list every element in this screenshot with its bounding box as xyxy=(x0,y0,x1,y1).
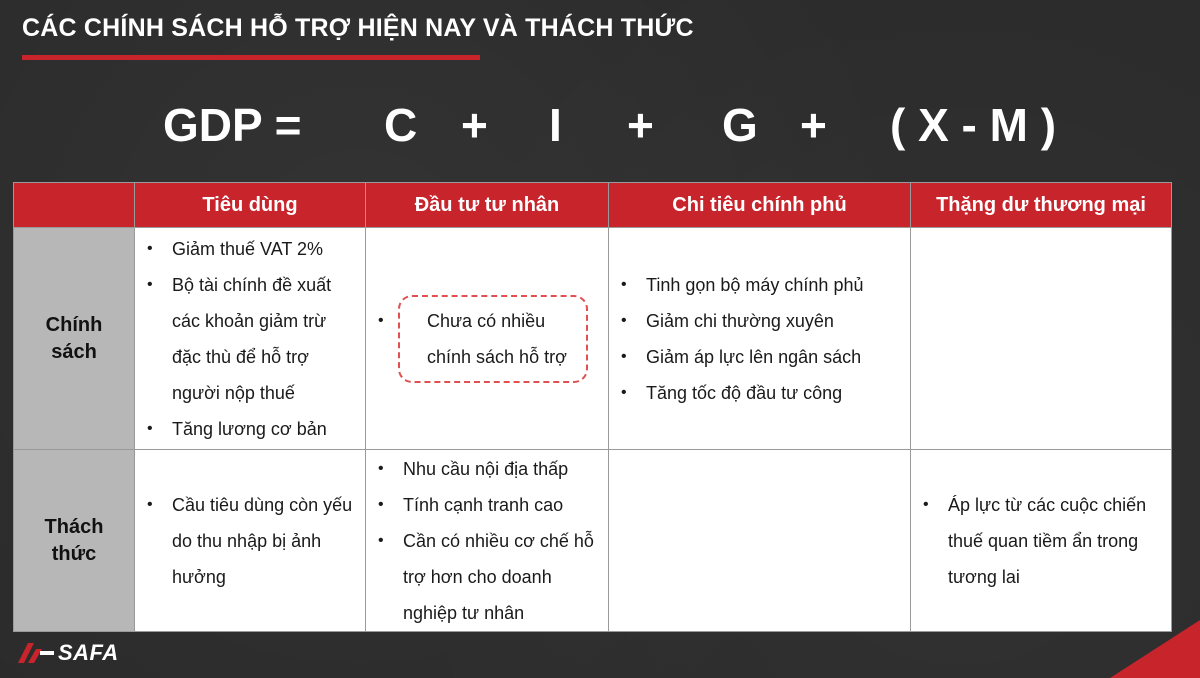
gdp-formula xyxy=(0,98,1200,158)
list-item: • Nhu cầu nội địa thấp xyxy=(370,451,598,487)
bullet-list xyxy=(400,303,586,375)
cell-challenges-government-spending xyxy=(609,450,911,632)
list-item: • Giảm áp lực lên ngân sách xyxy=(613,339,900,375)
row-label-policies-line1: Chính xyxy=(45,313,103,336)
list-item: • Tăng lương cơ bản xyxy=(139,411,355,447)
bullet-list xyxy=(370,451,598,631)
row-label-challenges xyxy=(14,450,135,632)
safa-logo-icon xyxy=(16,641,56,665)
header-trade-surplus: Thặng dư thương mại xyxy=(911,183,1172,228)
formula-plus-2: + xyxy=(627,99,654,151)
cell-challenges-trade-surplus xyxy=(911,450,1172,632)
bullet-list xyxy=(139,231,355,447)
cell-policies-government-spending xyxy=(609,228,911,450)
list-item: • Tính cạnh tranh cao xyxy=(370,487,598,523)
list-item: • Giảm chi thường xuyên xyxy=(613,303,900,339)
bullet-list xyxy=(613,267,900,411)
cell-challenges-private-investment xyxy=(366,450,609,632)
list-item: • Giảm thuế VAT 2% xyxy=(139,231,355,267)
row-label-policies-line2: sách xyxy=(51,340,97,363)
corner-accent xyxy=(1110,620,1200,678)
list-item: • Tinh gọn bộ máy chính phủ xyxy=(613,267,900,303)
formula-g: G xyxy=(722,99,758,151)
cell-challenges-consumption xyxy=(135,450,366,632)
formula-plus-1: + xyxy=(461,99,488,151)
bullet-list xyxy=(139,487,355,595)
policy-table xyxy=(13,182,1172,632)
table-row-challenges xyxy=(14,450,1172,632)
formula-net-exports: ( X - M ) xyxy=(890,99,1057,151)
list-item: • Cầu tiêu dùng còn yếu do thu nhập bị ảnh hưởng xyxy=(139,487,355,595)
formula-i: I xyxy=(549,99,562,151)
row-label-challenges-line2: thức xyxy=(51,542,97,565)
formula-c: C xyxy=(384,99,418,151)
cell-policies-trade-surplus xyxy=(911,228,1172,450)
list-item: • Cần có nhiều cơ chế hỗ trợ hơn cho doanh nghiệp tư nhân xyxy=(370,523,598,631)
list-item: • Áp lực từ các cuộc chiến thuế quan tiềm ẩn trong tương lai xyxy=(915,487,1161,595)
brand-logo xyxy=(16,640,136,666)
list-item: • Tăng tốc độ đầu tư công xyxy=(613,375,900,411)
cell-policies-private-investment xyxy=(366,228,609,450)
list-item: • Bộ tài chính đề xuất các khoản giảm trừ đặc thù để hỗ trợ người nộp thuế xyxy=(139,267,355,411)
bullet-list xyxy=(915,487,1161,595)
header-corner xyxy=(14,183,135,228)
header-government-spending: Chi tiêu chính phủ xyxy=(609,183,911,228)
cell-policies-consumption xyxy=(135,228,366,450)
header-consumption: Tiêu dùng xyxy=(135,183,366,228)
formula-plus-3: + xyxy=(800,99,827,151)
dashed-highlight-box xyxy=(398,295,588,383)
highlight-wrap xyxy=(370,295,598,383)
header-private-investment: Đầu tư tư nhân xyxy=(366,183,609,228)
logo-text: SAFA xyxy=(58,640,119,665)
title-underline xyxy=(22,55,480,60)
list-item: • Chưa có nhiều chính sách hỗ trợ xyxy=(400,303,586,375)
formula-gdp: GDP = xyxy=(163,99,302,151)
row-label-challenges-line1: Thách xyxy=(44,515,104,538)
row-label-policies xyxy=(14,228,135,450)
table-header-row xyxy=(14,183,1172,228)
table-row-policies xyxy=(14,228,1172,450)
slide-title: CÁC CHÍNH SÁCH HỖ TRỢ HIỆN NAY VÀ THÁCH THỨC xyxy=(22,14,694,42)
